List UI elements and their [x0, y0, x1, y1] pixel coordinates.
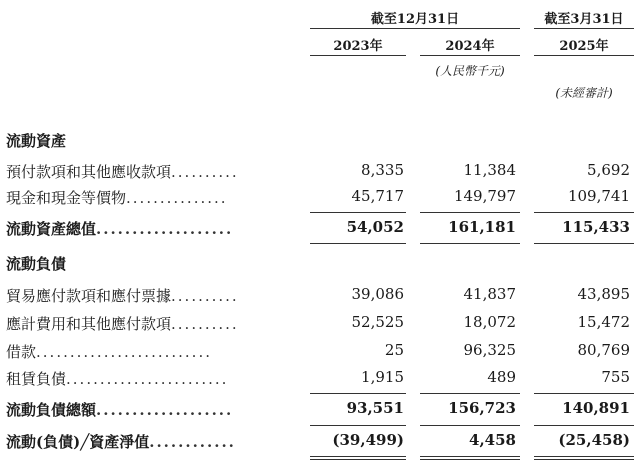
value-2024: 489	[487, 368, 516, 386]
total-rule	[534, 425, 634, 426]
total-rule	[420, 425, 520, 426]
table-row	[0, 309, 640, 339]
value-2024: 41,837	[463, 285, 516, 303]
row-label: 預付款項和其他應收款項..........	[6, 163, 239, 181]
year-2023: 2023年	[333, 39, 383, 54]
value-2023: 45,717	[351, 187, 404, 205]
value-2024: 156,723	[448, 399, 516, 417]
unaudited-note: (未經審計)	[555, 86, 613, 100]
row-label: 流動負債總額...................	[6, 401, 234, 419]
value-2024: 96,325	[463, 341, 516, 359]
row-label: 借款..........................	[6, 343, 212, 361]
value-2025: 115,433	[562, 218, 630, 236]
subtotal-rule	[310, 212, 406, 213]
net-current-row	[0, 427, 640, 457]
value-2025: 43,895	[577, 285, 630, 303]
value-2025: 140,891	[562, 399, 630, 417]
currency-note: (人民幣千元)	[435, 64, 505, 78]
double-underline	[534, 456, 634, 460]
year-rule-2024	[420, 55, 520, 56]
period-header-rule-1	[310, 28, 520, 29]
total-row-current-liabilities	[0, 395, 640, 425]
year-rule-2023	[310, 55, 406, 56]
total-rule	[310, 243, 406, 244]
value-2023: 54,052	[346, 218, 404, 236]
total-rule	[310, 425, 406, 426]
value-2025: 5,692	[587, 161, 630, 179]
section-title-current-assets: 流動資產	[6, 132, 67, 150]
double-underline	[420, 456, 520, 460]
value-2024: 149,797	[453, 187, 516, 205]
subtotal-rule	[420, 393, 520, 394]
table-row	[0, 281, 640, 311]
value-2025: 755	[601, 368, 630, 386]
value-2023: 39,086	[351, 285, 404, 303]
section-title-current-liabilities: 流動負債	[6, 255, 67, 273]
period-header-rule-2	[534, 28, 634, 29]
value-2023: 52,525	[351, 313, 404, 331]
row-label: 租賃負債........................	[6, 370, 229, 388]
value-2023: (39,499)	[332, 431, 404, 449]
value-2024: 4,458	[469, 431, 516, 449]
value-2024: 161,181	[448, 218, 516, 236]
subtotal-rule	[310, 393, 406, 394]
year-2024: 2024年	[445, 39, 495, 54]
value-2025: 15,472	[577, 313, 630, 331]
double-underline	[310, 456, 406, 460]
total-rule	[534, 243, 634, 244]
value-2023: 93,551	[346, 399, 404, 417]
value-2025: 109,741	[567, 187, 630, 205]
table-row	[0, 364, 640, 394]
value-2025: 80,769	[577, 341, 630, 359]
value-2023: 25	[384, 341, 404, 359]
row-label: 現金和現金等價物...............	[6, 189, 228, 207]
total-rule	[420, 243, 520, 244]
value-2023: 8,335	[361, 161, 404, 179]
row-label: 應計費用和其他應付款項..........	[6, 315, 239, 333]
year-rule-2025	[534, 55, 634, 56]
period-header-2025: 截至3月31日	[544, 12, 624, 27]
row-label: 流動資產總值...................	[6, 220, 234, 238]
subtotal-rule	[534, 212, 634, 213]
total-row-current-assets	[0, 214, 640, 244]
subtotal-rule	[534, 393, 634, 394]
row-label: 貿易應付款項和應付票據..........	[6, 287, 239, 305]
value-2024: 11,384	[463, 161, 516, 179]
year-2025: 2025年	[559, 39, 609, 54]
value-2025: (25,458)	[558, 431, 630, 449]
value-2023: 1,915	[361, 368, 404, 386]
row-label: 流動(負債)╱資產淨值............	[6, 433, 236, 451]
period-header-2023-2024: 截至12月31日	[370, 12, 460, 27]
value-2024: 18,072	[463, 313, 516, 331]
table-row	[0, 183, 640, 213]
table-row	[0, 337, 640, 367]
subtotal-rule	[420, 212, 520, 213]
